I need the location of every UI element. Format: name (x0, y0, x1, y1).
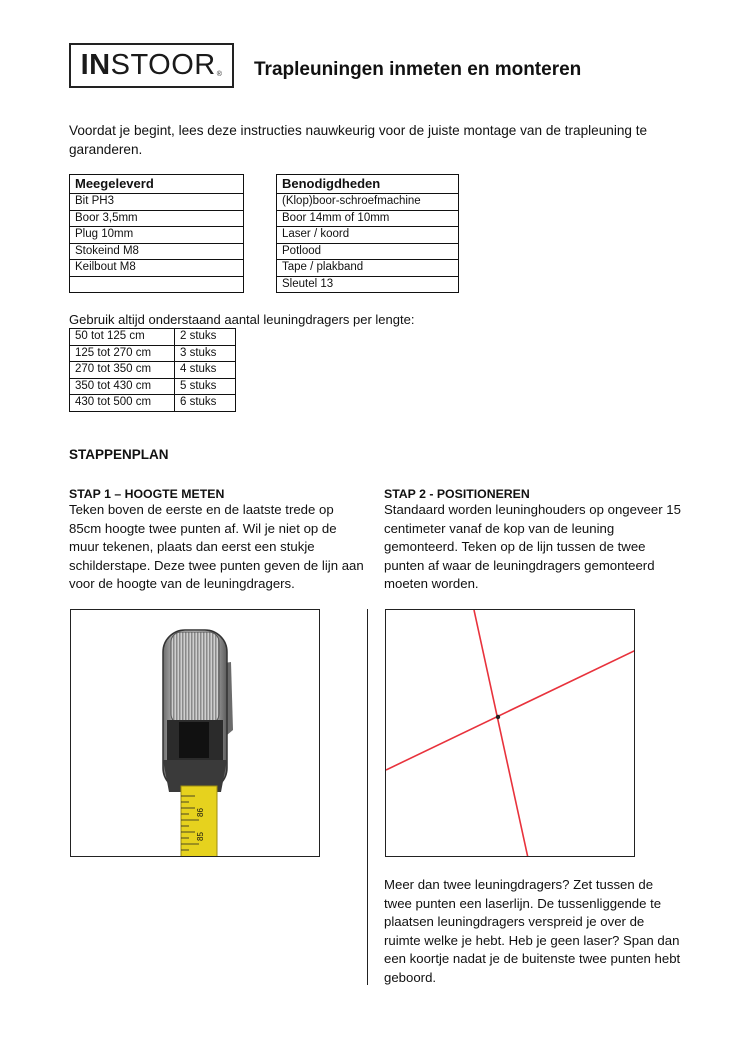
table-row (70, 362, 236, 379)
table-cell: Sleutel 13 (277, 276, 459, 293)
table-row (70, 345, 236, 362)
table-cell: Boor 14mm of 10mm (277, 210, 459, 227)
table-cell: Potlood (277, 243, 459, 260)
count-cell: 2 stuks (175, 329, 236, 346)
supplied-table (69, 174, 244, 293)
table-cell: Tape / plakband (277, 260, 459, 277)
tape-measure-illustration (71, 610, 320, 857)
length-cell: 125 tot 270 cm (70, 345, 175, 362)
required-table (276, 174, 459, 293)
length-cell: 50 tot 125 cm (70, 329, 175, 346)
length-cell: 350 tot 430 cm (70, 378, 175, 395)
plan-title: STAPPENPLAN (69, 447, 169, 462)
step1-text: Teken boven de eerste en de laatste trede op 85cm hoogte twee punten af. Wil je niet op de muur tekenen, plaats dan eerst een stukje schilderstape. Deze twee punten geven de lijn aan voor de hoogte van de leuningdragers. (69, 502, 364, 592)
table-row (70, 378, 236, 395)
laser-lines-illustration (386, 610, 635, 857)
required-header: Benodigdheden (277, 175, 459, 194)
step2-extra-text: Meer dan twee leuningdragers? Zet tussen de twee punten een laserlijn. De tussenliggende te plaatsen leuningdragers verspreid je over de ruimte welke je hebt. Heb je geen laser? Span dan een koortje nadat je de buitenste twee punten hebt geboord. (384, 877, 681, 985)
step1-heading: STAP 1 – HOOGTE METEN (69, 487, 225, 501)
table-cell (70, 276, 244, 293)
logo-wordmark: INSTOOR® (80, 49, 223, 81)
count-cell: 3 stuks (175, 345, 236, 362)
intro-paragraph: Voordat je begint, lees deze instructies nauwkeurig voor de juiste montage van de trapleuning te garanderen. (69, 123, 648, 157)
table-cell: Boor 3,5mm (70, 210, 244, 227)
vertical-laser-line (474, 610, 528, 857)
count-cell: 6 stuks (175, 395, 236, 412)
table-cell: Stokeind M8 (70, 243, 244, 260)
table-cell: Laser / koord (277, 227, 459, 244)
mark-point (496, 715, 500, 719)
horizontal-laser-line (386, 650, 635, 770)
step2-heading: STAP 2 - POSITIONEREN (384, 487, 530, 501)
table-cell: (Klop)boor-schroefmachine (277, 194, 459, 211)
table-row (70, 395, 236, 412)
table-cell: Plug 10mm (70, 227, 244, 244)
count-cell: 5 stuks (175, 378, 236, 395)
count-cell: 4 stuks (175, 362, 236, 379)
tape-mark-label: 85 (196, 832, 205, 841)
column-divider (367, 609, 368, 985)
page-title: Trapleuningen inmeten en monteren (254, 59, 582, 80)
carriers-intro: Gebruik altijd onderstaand aantal leuningdragers per lengte: (69, 312, 415, 327)
tape-measure-image (70, 609, 320, 857)
supplied-header: Meegeleverd (70, 175, 244, 194)
instoor-logo (69, 43, 234, 88)
length-cell: 270 tot 350 cm (70, 362, 175, 379)
table-cell: Bit PH3 (70, 194, 244, 211)
table-cell: Keilbout M8 (70, 260, 244, 277)
tape-mark-label: 86 (196, 808, 205, 817)
table-row (70, 329, 236, 346)
carriers-table (69, 328, 236, 412)
laser-lines-image (385, 609, 635, 857)
step2-text: Standaard worden leuninghouders op ongeveer 15 centimeter vanaf de kop van de leuning gemonteerd. Teken op de lijn tussen de twee punten af waar de leuningdragers gemonteerd moeten worden. (384, 502, 681, 592)
length-cell: 430 tot 500 cm (70, 395, 175, 412)
